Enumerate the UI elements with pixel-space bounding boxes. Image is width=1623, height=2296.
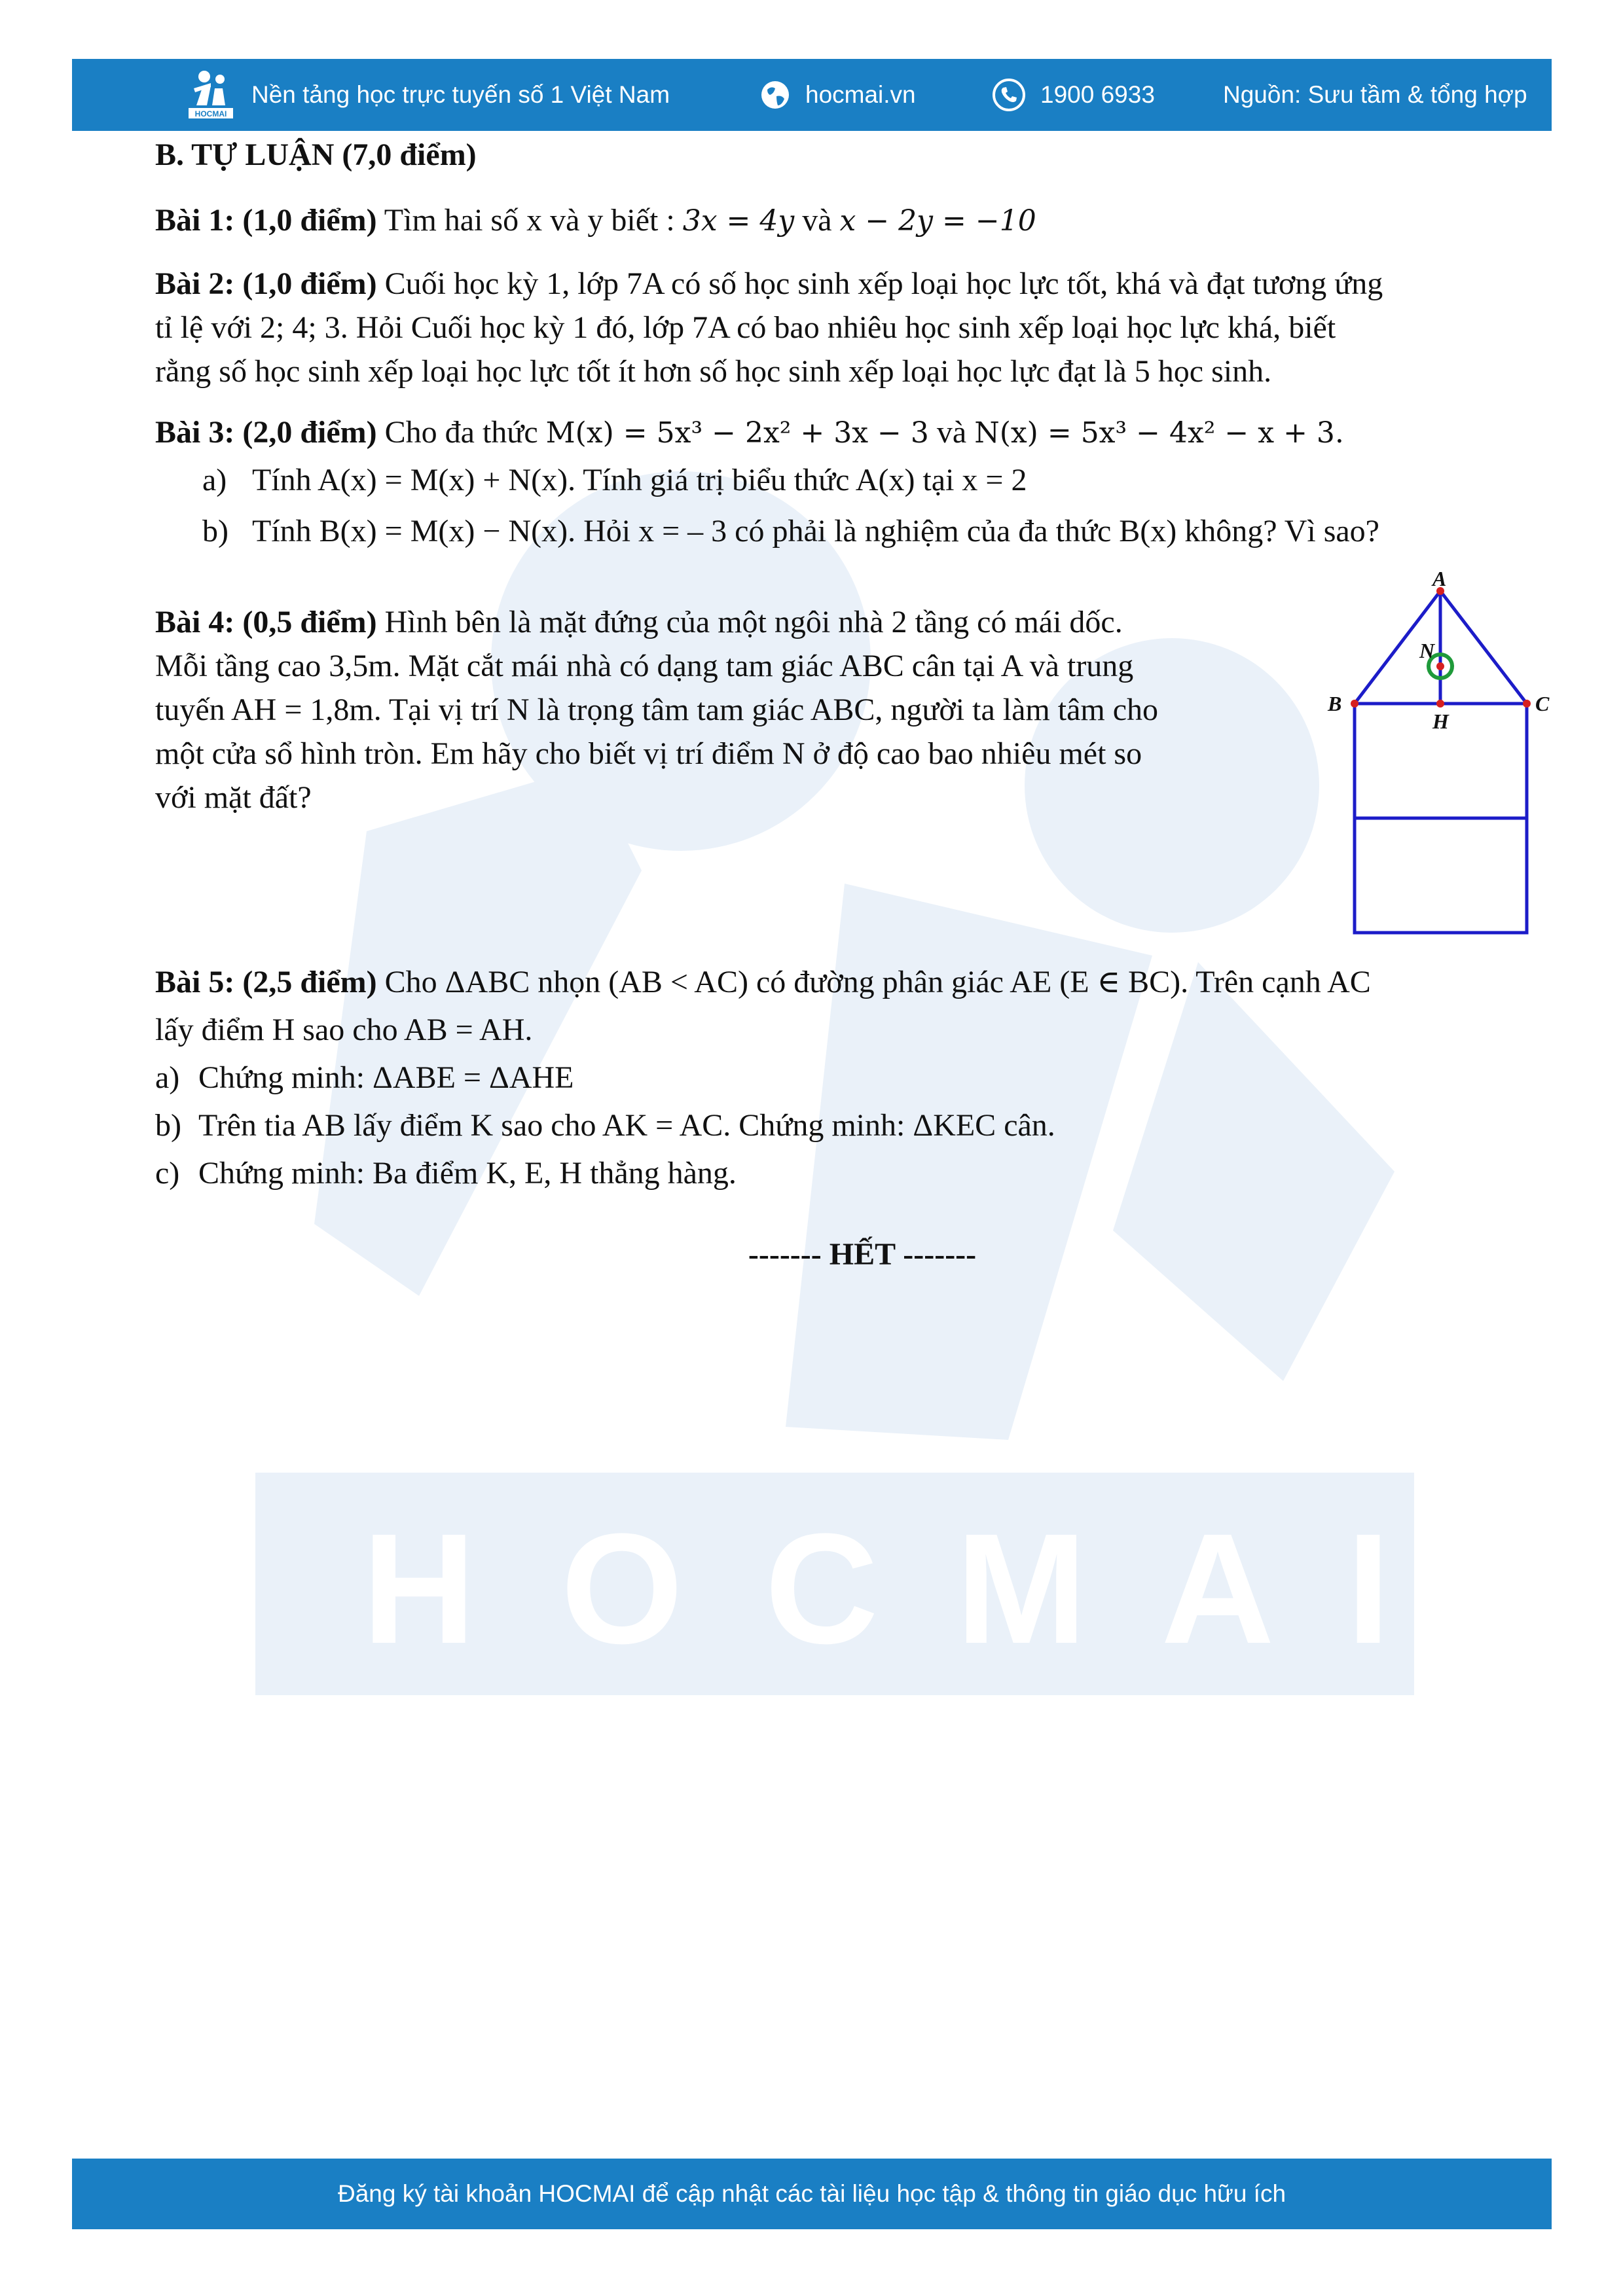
bai4-text-1: Hình bên là mặt đứng của một ngôi nhà 2 tầng có mái dốc. [384,605,1123,639]
bai4-label: Bài 4: [155,605,235,639]
bai1-label: Bài 1: [155,203,235,238]
label-b: B [1328,692,1342,715]
bai4-line1 [155,600,1123,644]
bottom-banner [72,2159,1552,2229]
bai2-line2: tỉ lệ với 2; 4; 3. Hỏi Cuối học kỳ 1 đó, lớp 7A có bao nhiêu học sinh xếp loại học lực khá, biết [155,310,1336,345]
bai3-a [202,458,1027,502]
globe-icon [759,79,791,111]
label-h: H [1432,709,1449,733]
bai3-b-label: b) [202,514,228,548]
house-diagram [1322,567,1550,952]
bai5-b-label: b) [155,1108,181,1143]
bai5-text-1: Cho ΔABC nhọn (AB < AC) có đường phân giác AE (E ∈ BC). Trên cạnh AC [384,965,1371,999]
bai4-line5: với mặt đất? [155,780,312,815]
bai2-line1 [155,262,1383,306]
bai4-line4: một cửa sổ hình tròn. Em hãy cho biết vị trí điểm N ở độ cao bao nhiêu mét so [155,736,1142,771]
label-n: N [1419,639,1435,662]
bai1-and: và [794,203,840,238]
end-marker: ------- HẾT ------- [748,1237,977,1272]
bai3-a-text: Tính A(x) = M(x) + N(x). Tính giá trị biểu thức A(x) tại x = 2 [252,463,1027,497]
section-title: B. TỰ LUẬN (7,0 điểm) [155,137,477,172]
header-tagline: Nền tảng học trực tuyến số 1 Việt Nam [251,81,670,108]
bai3 [155,410,1344,455]
svg-text:C: C [765,1501,879,1676]
bai2-label: Bài 2: [155,266,235,301]
lower-floor [1355,818,1527,933]
header-website-link[interactable] [759,79,916,111]
bai2-points: (1,0 điểm) [242,266,377,301]
header-phone: 1900 6933 [1040,81,1155,108]
bai4-line3: tuyến AH = 1,8m. Tại vị trí N là trọng tâm tam giác ABC, người ta làm tâm cho [155,692,1159,727]
bai4-line2: Mỗi tầng cao 3,5m. Mặt cắt mái nhà có dạng tam giác ABC cân tại A và trung [155,649,1134,683]
top-banner [72,59,1552,131]
bai1 [155,198,1036,243]
header-phone-link[interactable] [992,78,1155,112]
svg-text:HOCMAI: HOCMAI [194,109,227,118]
bai3-b-text: Tính B(x) = M(x) − N(x). Hỏi x = – 3 có phải là nghiệm của đa thức B(x) không? Vì sao? [252,514,1379,548]
point-n [1436,662,1444,670]
bai5-a-text: Chứng minh: ΔABE = ΔAHE [198,1060,574,1095]
svg-text:A: A [1161,1501,1275,1676]
header-source-text: Nguồn: Sưu tầm & tổng hợp [1223,81,1527,108]
bai5-label: Bài 5: [155,965,235,999]
bai4-points: (0,5 điểm) [242,605,377,639]
bai2-line3: rằng số học sinh xếp loại học lực tốt ít hơn số học sinh xếp loại học lực đạt là 5 học sinh. [155,354,1272,389]
bai1-text: Tìm hai số x và y biết : [384,203,683,238]
bai3-n-poly: N(x) = 5x³ − 4x² − x + 3. [974,416,1344,450]
point-h [1436,700,1444,708]
bai3-label: Bài 3: [155,415,235,450]
svg-text:M: M [956,1501,1087,1676]
bai5-a [155,1056,574,1100]
svg-text:I: I [1346,1501,1391,1676]
header-source [1223,81,1527,109]
label-a: A [1432,567,1447,590]
bai3-points: (2,0 điểm) [242,415,377,450]
bai5-points: (2,5 điểm) [242,965,377,999]
bai5-c [155,1151,737,1195]
bai3-text: Cho đa thức [384,415,546,450]
roof-edge-ac [1440,591,1527,704]
footer-text: Đăng ký tài khoản HOCMAI để cập nhật các tài liệu học tập & thông tin giáo dục hữu ích [337,2180,1286,2207]
point-c [1523,700,1531,708]
bai5-c-text: Chứng minh: Ba điểm K, E, H thẳng hàng. [198,1156,737,1191]
svg-text:O: O [560,1501,684,1676]
bai5-b-text: Trên tia AB lấy điểm K sao cho AK = AC. Chứng minh: ΔKEC cân. [198,1108,1055,1143]
hocmai-logo[interactable] [185,69,670,121]
bai1-eq2: x − 2y = −10 [839,204,1036,238]
bai3-and: và [928,415,975,450]
bai3-m-poly: M(x) = 5x³ − 2x² + 3x − 3 [545,416,929,450]
bai5-line2: lấy điểm H sao cho AB = AH. [155,1013,533,1047]
bai3-b [202,509,1379,553]
bai5-b [155,1103,1055,1147]
svg-text:H: H [362,1501,476,1676]
point-b [1351,700,1359,708]
bai2-text-1: Cuối học kỳ 1, lớp 7A có số học sinh xếp loại học lực tốt, khá và đạt tương ứng [384,266,1383,301]
phone-icon [992,78,1026,112]
hocmai-logo-icon [185,69,237,121]
bai5-a-label: a) [155,1060,180,1095]
bai3-a-label: a) [202,463,227,497]
bai5-c-label: c) [155,1156,180,1191]
bai5-line1 [155,960,1371,1004]
label-c: C [1535,692,1550,715]
header-website: hocmai.vn [805,81,916,108]
bai1-points: (1,0 điểm) [242,203,377,238]
bai1-eq1: 3x = 4y [682,204,795,238]
